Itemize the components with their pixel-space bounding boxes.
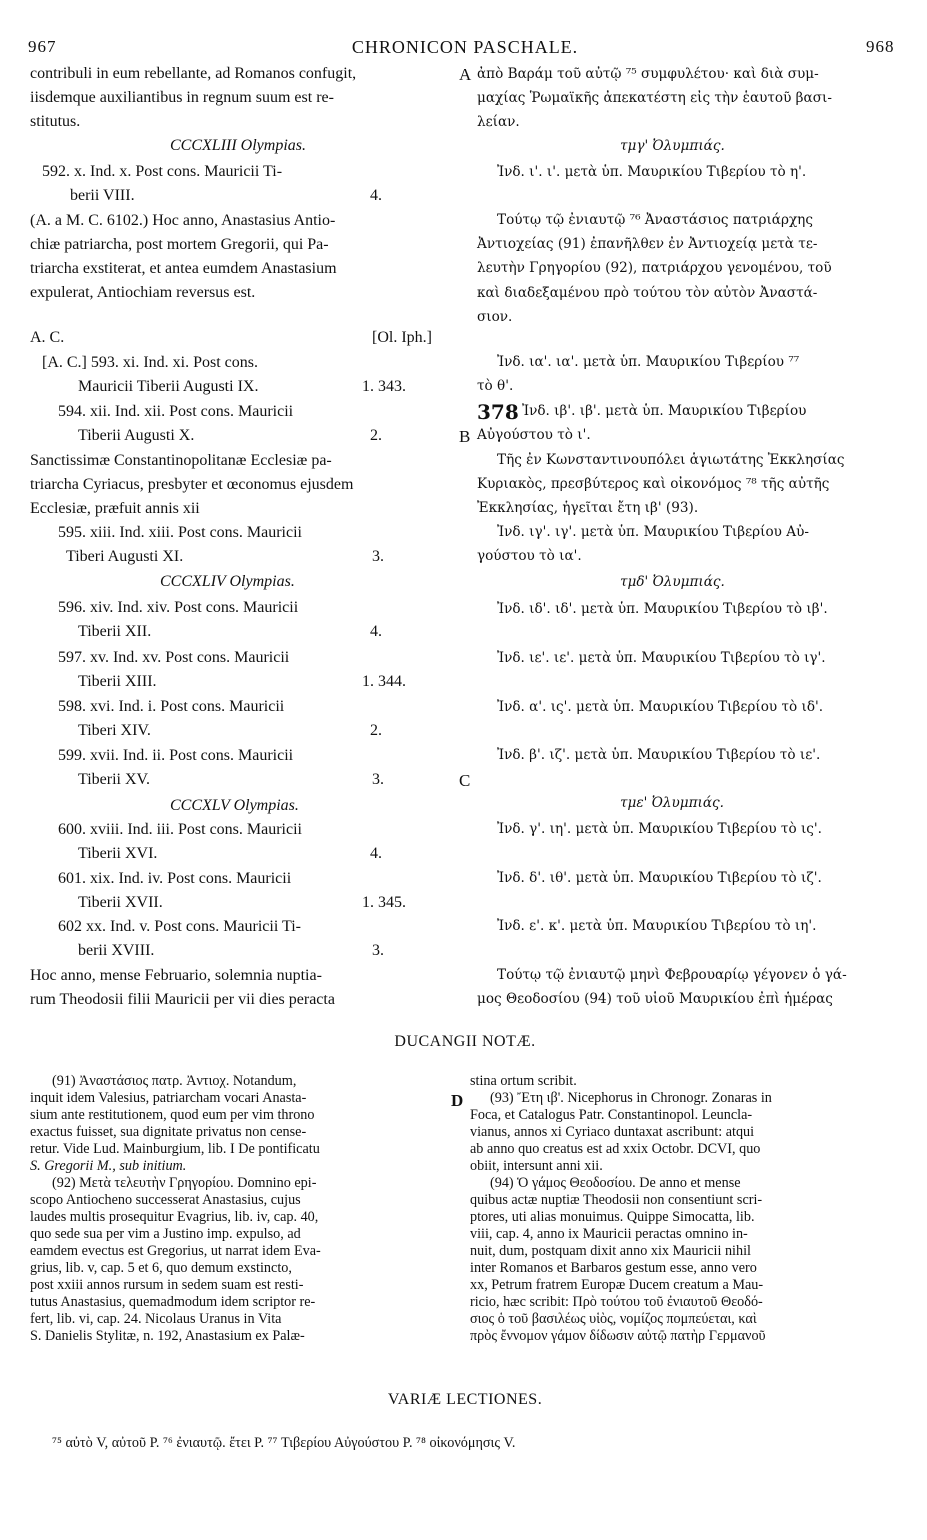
note-line: S. Danielis Stylitæ, n. 192, Anastasium ex Palæ- [30, 1328, 305, 1344]
greek-line: λευτὴν Γρηγορίου (92), πατριάρχου γενομένου, τοῦ [477, 260, 832, 276]
edition-page-number: 378 [477, 400, 519, 424]
latin-number: 4. [370, 845, 382, 862]
olympiad-heading-greek: τμγ' Ὀλυμπιάς. [620, 138, 725, 154]
greek-line: μος Θεοδοσίου (94) τοῦ υἱοῦ Μαυρικίου ἐπὶ ἡμέρας [477, 991, 833, 1007]
greek-line: γούστου τὸ ια'. [477, 548, 582, 564]
olympiad-heading: CCCXLV Olympias. [170, 797, 299, 814]
note-line: (91) Ἀναστάσιος πατρ. Ἀντιοχ. Notandum, [52, 1073, 297, 1089]
greek-line: μαχίας Ῥωμαϊκῆς ἀπεκατέστη εἰς τὴν ἑαυτοῦ βασι- [477, 90, 832, 106]
greek-line: Ἀντιοχείας (91) ἐπανῆλθεν ἐν Ἀντιοχείᾳ μετὰ τε- [477, 236, 818, 252]
latin-number: 2. [370, 427, 382, 444]
margin-letter: B [459, 427, 471, 446]
section-label: [Ol. Iph.] [372, 329, 432, 346]
olympiad-heading-greek: τμε' Ὀλυμπιάς. [620, 795, 724, 811]
note-line: post xxiii annos rursum in sedem suam est resti- [30, 1277, 304, 1293]
note-line: πρὸς ἔννομον γάμον δίδωσιν αὐτῷ πατὴρ Γερμανοῦ [470, 1328, 766, 1344]
section-label: A. C. [30, 329, 65, 346]
note-line: obiit, intersunt anni xii. [470, 1158, 603, 1174]
note-line: viii, cap. 4, anno ix Mauricii peractas omnino in- [470, 1226, 748, 1242]
greek-line: τὸ θ'. [477, 378, 514, 394]
note-line: sium ante restitutionem, quod eum per vim throno [30, 1107, 315, 1123]
latin-number: 1. 344. [362, 673, 406, 690]
note-line: (93) Ἔτη ιβ'. Nicephorus in Chronogr. Zonaras in [490, 1090, 772, 1106]
margin-letter: A [459, 65, 472, 84]
olympiad-heading: CCCXLIII Olympias. [170, 137, 306, 154]
latin-line: 597. xv. Ind. xv. Post cons. Mauricii [58, 649, 290, 666]
latin-line: Tiberii XVII. [78, 894, 163, 911]
latin-line: triarcha Cyriacus, presbyter et œconomus ejusdem [30, 476, 354, 493]
greek-line: σιον. [477, 309, 513, 325]
latin-line: 598. xvi. Ind. i. Post cons. Mauricii [58, 698, 285, 715]
latin-line: Tiberii XV. [78, 771, 151, 788]
running-title: CHRONICON PASCHALE. [351, 37, 579, 57]
latin-number: 1. 343. [362, 378, 406, 395]
latin-line: 601. xix. Ind. iv. Post cons. Mauricii [58, 870, 292, 887]
greek-line: Ἰνδ. ε'. κ'. μετὰ ὑπ. Μαυρικίου Τιβερίου τὸ ιη'. [497, 918, 817, 934]
latin-line: 600. xviii. Ind. iii. Post cons. Mauricii [58, 821, 302, 838]
greek-line: λείαν. [477, 114, 520, 130]
note-line: quibus actæ nuptiæ Theodosii non consentiunt scri- [470, 1192, 763, 1208]
latin-number: 3. [372, 548, 384, 565]
latin-line: Tiberii XII. [78, 623, 152, 640]
greek-line: καὶ διαδεξαμένου πρὸ τούτου τὸν αὐτὸν Ἀναστά- [477, 285, 818, 301]
latin-number: 3. [372, 771, 384, 788]
latin-line: 594. xii. Ind. xii. Post cons. Mauricii [58, 403, 294, 420]
right-page-number: 968 [866, 37, 895, 56]
greek-line: Τῆς ἐν Κωνσταντινουπόλει ἁγιωτάτης Ἐκκλησίας [497, 452, 845, 468]
olympiad-heading-greek: τμδ' Ὀλυμπιάς. [620, 574, 725, 590]
note-line: exactus fuisset, sua dignitate privatus non cense- [30, 1124, 307, 1140]
greek-line: Τούτῳ τῷ ἐνιαυτῷ μηνὶ Φεβρουαρίῳ γέγονεν ὁ γά- [497, 967, 847, 983]
latin-line: berii XVIII. [78, 942, 155, 959]
latin-line: Tiberi XIV. [78, 722, 151, 739]
latin-line: [A. C.] 593. xi. Ind. xi. Post cons. [42, 354, 258, 371]
latin-line: Tiberii Augusti X. [78, 427, 195, 444]
note-line: stina ortum scribit. [470, 1073, 577, 1089]
greek-line: Ἰνδ. γ'. ιη'. μετὰ ὑπ. Μαυρικίου Τιβερίου τὸ ις'. [497, 821, 822, 837]
note-line: tutus Anastasius, quemadmodum idem scriptor re- [30, 1294, 316, 1310]
latin-line: Mauricii Tiberii Augusti IX. [78, 378, 259, 395]
greek-line: Ἰνδ. α'. ις'. μετὰ ὑπ. Μαυρικίου Τιβερίου τὸ ιδ'. [497, 699, 824, 715]
latin-number: 1. 345. [362, 894, 406, 911]
latin-line: Tiberii XIII. [78, 673, 157, 690]
note-line: nuit, dum, postquam dixit anno xix Mauricii nihil [470, 1243, 751, 1259]
olympiad-heading: CCCXLIV Olympias. [160, 573, 295, 590]
latin-number: 4. [370, 187, 382, 204]
note-line: laudes multis prosequitur Evagrius, lib. iv, cap. 40, [30, 1209, 319, 1225]
variae-text: ⁷⁵ αὐτὸ V, αὐτοῦ P. ⁷⁶ ἐνιαυτῷ. ἔτει P. ⁷⁷ Τιβερίου Αὐγούστου P. ⁷⁸ οἰκονόμησις V. [52, 1435, 516, 1451]
note-line: retur. Vide Lud. Mainburgium, lib. I De pontificatu [30, 1141, 320, 1157]
note-line: grius, lib. v, cap. 5 et 6, quo demum exstincto, [30, 1260, 292, 1276]
margin-letter: C [459, 771, 471, 790]
note-line: quo sede sua per vim a Justino imp. expulso, ad [30, 1226, 301, 1242]
latin-line: contribuli in eum rebellante, ad Romanos confugit, [30, 65, 357, 82]
latin-line: Tiberii XVI. [78, 845, 158, 862]
greek-line: Ἰνδ. ιβ'. ιβ'. μετὰ ὑπ. Μαυρικίου Τιβερίου [522, 403, 807, 419]
greek-line: Ἰνδ. δ'. ιθ'. μετὰ ὑπ. Μαυρικίου Τιβερίου τὸ ιζ'. [497, 870, 822, 886]
note-line: scopo Antiocheno successerat Anastasius, cujus [30, 1192, 301, 1208]
latin-line: Tiberi Augusti XI. [66, 548, 184, 565]
latin-line: stitutus. [30, 113, 81, 130]
latin-line: iisdemque auxiliantibus in regnum suum est re- [30, 89, 334, 106]
latin-line: (A. a M. C. 6102.) Hoc anno, Anastasius Antio- [30, 212, 336, 229]
note-line: inquit idem Valesius, patriarcham vocari Anasta- [30, 1090, 307, 1106]
greek-line: Τούτῳ τῷ ἐνιαυτῷ ⁷⁶ Ἀναστάσιος πατριάρχης [497, 212, 813, 228]
latin-number: 3. [372, 942, 384, 959]
latin-line: Hoc anno, mense Februario, solemnia nuptia- [30, 967, 322, 984]
latin-line: expulerat, Antiochiam reversus est. [30, 284, 256, 301]
latin-number: 2. [370, 722, 382, 739]
note-line: S. Gregorii M., sub initium. [30, 1158, 187, 1174]
latin-line: berii VIII. [70, 187, 135, 204]
notes-title: DUCANGII NOTÆ. [394, 1033, 536, 1050]
note-line: vianus, annos xi Cyriaco duntaxat ascribunt: atqui [470, 1124, 755, 1140]
variae-title: VARIÆ LECTIONES. [387, 1391, 543, 1408]
latin-line: 596. xiv. Ind. xiv. Post cons. Mauricii [58, 599, 299, 616]
latin-line: rum Theodosii filii Mauricii per vii dies peracta [30, 991, 335, 1008]
note-line: ricio, hæc scribit: Πρὸ τούτου τοῦ ἐνιαυτοῦ Θεοδό- [470, 1294, 763, 1310]
greek-line: Ἰνδ. ι'. ι'. μετὰ ὑπ. Μαυρικίου Τιβερίου τὸ η'. [497, 164, 807, 180]
latin-line: 599. xvii. Ind. ii. Post cons. Mauricii [58, 747, 294, 764]
note-line: Foca, et Catalogus Patr. Constantinopol. Leuncla- [470, 1107, 753, 1123]
latin-line: Sanctissimæ Constantinopolitanæ Ecclesiæ pa- [30, 452, 332, 469]
greek-line: Ἰνδ. ιγ'. ιγ'. μετὰ ὑπ. Μαυρικίου Τιβερίου Αὐ- [497, 524, 809, 540]
latin-number: 4. [370, 623, 382, 640]
latin-line: triarcha exstiterat, et antea eumdem Anastasium [30, 260, 337, 277]
left-page-number: 967 [28, 37, 57, 56]
greek-line: Κυριακὸς, πρεσβύτερος καὶ οἰκονόμος ⁷⁸ τῆς αὐτῆς [477, 476, 830, 492]
latin-line: 592. x. Ind. x. Post cons. Mauricii Ti- [42, 163, 283, 180]
latin-line: 602 xx. Ind. v. Post cons. Mauricii Ti- [58, 918, 301, 935]
note-line: xx, Petrum fratrem Europæ Ducem creatum a Mau- [470, 1277, 764, 1293]
greek-line: Ἰνδ. ιε'. ιε'. μετὰ ὑπ. Μαυρικίου Τιβερίου τὸ ιγ'. [497, 650, 826, 666]
greek-line: Αὐγούστου τὸ ι'. [477, 427, 591, 443]
latin-line: 595. xiii. Ind. xiii. Post cons. Mauricii [58, 524, 302, 541]
margin-letter: D [451, 1091, 464, 1110]
latin-line: Ecclesiæ, præfuit annis xii [30, 500, 200, 517]
note-line: ptores, uti alias monuimus. Quippe Simocatta, lib. [470, 1209, 755, 1225]
greek-line: Ἐκκλησίας, ἡγεῖται ἔτη ιβ' (93). [477, 500, 699, 516]
note-line: ab anno quo creatus est ad xxix Octobr. DCVI, quo [470, 1141, 761, 1157]
greek-line: Ἰνδ. β'. ιζ'. μετὰ ὑπ. Μαυρικίου Τιβερίου τὸ ιε'. [497, 747, 821, 763]
note-line: σιος ὁ τοῦ βασιλέως υἱὸς, νομίζος πομπεύεται, καὶ [470, 1311, 757, 1327]
greek-line: ἀπὸ Βαράμ τοῦ αὐτῷ ⁷⁵ συμφυλέτου· καὶ διὰ συμ- [477, 66, 819, 82]
greek-line: Ἰνδ. ιδ'. ιδ'. μετὰ ὑπ. Μαυρικίου Τιβερίου τὸ ιβ'. [497, 601, 828, 617]
note-line: (92) Μετὰ τελευτὴν Γρηγορίου. Domnino epi- [52, 1175, 317, 1191]
greek-line: Ἰνδ. ια'. ια'. μετὰ ὑπ. Μαυρικίου Τιβερίου ⁷⁷ [497, 354, 800, 370]
note-line: (94) Ὁ γάμος Θεοδοσίου. De anno et mense [490, 1175, 741, 1191]
note-line: inter Romanos et Barbaros gestum esse, anno vero [470, 1260, 757, 1276]
note-line: fert, lib. vi, cap. 24. Nicolaus Uranus in Vita [30, 1311, 282, 1327]
note-line: eamdem evectus est Gregorius, ut narrat idem Eva- [30, 1243, 321, 1259]
latin-line: chiæ patriarcha, post mortem Gregorii, qui Pa- [30, 236, 329, 253]
